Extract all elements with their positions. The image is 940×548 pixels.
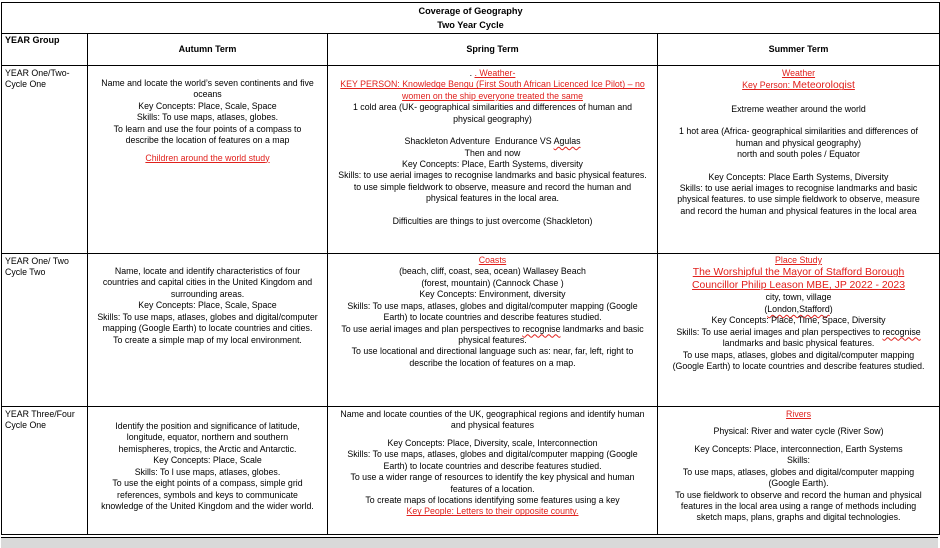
title-line-1: Coverage of Geography [418, 6, 523, 16]
mayor-line-1: The Worshipful the Mayor of Stafford Borough [692, 267, 905, 279]
autumn-cell: Name, locate and identify characteristics of four countries and capital cities in the United Kingdom and surrounding areas. Key Concepts: Place, Scale, Space Skills: To use maps, atlases, globes and digital/computer mapping (Google Earth) to locate countries and cities. To create a simple map of my local environment. [88, 254, 328, 407]
header-spring: Spring Term [328, 34, 658, 66]
key-person: Key Person: Meteorologist [742, 80, 855, 92]
table-row [2, 407, 940, 535]
summer-cell: Place Study The Worshipful the Mayor of Stafford Borough Councillor Philip Leason MBE, JP 2022 - 2023 city, town, village (London,Stafford) Key Concepts: Place, Time, Space, Diversity Skills: To use aerial images and plan perspectives to recognise landmarks and basic physical features. To use maps, atlases, globes and digital/computer mapping (Google Earth) to locate countries and describe features studied. [658, 254, 940, 407]
topic-rivers: Rivers [786, 409, 811, 419]
spring-cell: Coasts (beach, cliff, coast, sea, ocean) Wallasey Beach (forest, mountain) (Cannock Chase ) Key Concepts: Environment, diversity Skills: To use maps, atlases, globes and digital/computer mapping (Google Earth) to locate countries and describe features studied. To use aerial images and plan perspectives to recognise landmarks and basic physical features. To use locational and directional language such as: near, far, left, right to describe the location of features on a map. [328, 254, 658, 407]
year-group-cell: YEAR Three/Four Cycle One [2, 407, 88, 535]
summer-cell: Rivers Physical: River and water cycle (River Sow) Key Concepts: Place, interconnection, Earth Systems Skills: To use maps, atlases, globes and digital/computer mapping (Google Earth). To use fieldwork to observe and record the human and physical features in the local area using a range of methods including sketch maps, plans, graphs and digital technologies. [658, 407, 940, 535]
header-row [2, 34, 940, 66]
year-group-cell: YEAR One/ Two Cycle Two [2, 254, 88, 407]
next-row-strip [1, 537, 938, 548]
table-title [2, 3, 940, 34]
year-group-cell: YEAR One/Two- Cycle One [2, 66, 88, 254]
mayor-line-2: Councillor Philip Leason MBE, JP 2022 - 2023 [692, 280, 905, 292]
key-people: Key People: Letters to their opposite county. [406, 506, 579, 517]
spring-cell: Name and locate counties of the UK, geographical regions and identify human and physical features Key Concepts: Place, Diversity, scale, Interconnection Skills: To use maps, atlases, globes and digital/computer mapping (Google Earth) to locate countries and describe features studied. To use a wider range of resources to identify the key physical and human features of a location. To create maps of locations identifying some features using a key Key People: Letters to their opposite county. [328, 407, 658, 535]
autumn-cell: Identify the position and significance of latitude, longitude, equator, northern and southern hemispheres, tropics, the Arctic and Antarctic. Key Concepts: Place, Scale Skills: To l use maps, atlases, globes. To use the eight points of a compass, simple grid references, symbols and keys to communicate knowledge of the United Kingdom and the wider world. [88, 407, 328, 535]
table-row [2, 254, 940, 407]
topic-weather: Weather [781, 68, 816, 78]
title-line-2: Two Year Cycle [437, 20, 504, 30]
header-autumn: Autumn Term [88, 34, 328, 66]
topic-coasts: Coasts [478, 255, 507, 265]
table-row [2, 66, 940, 254]
autumn-cell: Name and locate the world’s seven continents and five oceans Key Concepts: Place, Scale, Space Skills: To use maps, atlases, globes. To learn and use the four points of a compass to describe the location of features on a map Children around the world study [88, 66, 328, 254]
spring-cell: . . Weather- KEY PERSON: Knowledge Bengu (First South African Licenced Ice Pilot) – no women on the ship everyone treated the same 1 cold area (UK- geographical similarities and differences of human and physical geography) Shackleton Adventure Endurance VS Agulas Then and now Key Concepts: Place, Earth Systems, diversity Skills: to use aerial images to recognise landmarks and basic physical features. to use simple fieldwork to observe, measure and record the human and physical features in the local area. Difficulties are things to just overcome (Shackleton) [328, 66, 658, 254]
title-row [2, 3, 940, 34]
topic-weather: . . Weather- [469, 68, 516, 78]
study-link: Children around the world study [145, 152, 270, 163]
header-year-group: YEAR Group [2, 34, 88, 66]
geography-coverage-table [1, 2, 940, 535]
topic-place-study: Place Study [775, 255, 822, 265]
key-person: KEY PERSON: Knowledge Bengu (First South African Licenced Ice Pilot) – no [340, 79, 645, 90]
header-summer: Summer Term [658, 34, 940, 66]
summer-cell: Weather Key Person: Meteorologist Extreme weather around the world 1 hot area (Africa- geographical similarities and differences of human and physical geography) north and south poles / Equator Key Concepts: Place Earth Systems, Diversity Skills: to use aerial images to recognise landmarks and basic physical features. to use simple fieldwork to observe, measure and record the human and physical features in the local area [658, 66, 940, 254]
